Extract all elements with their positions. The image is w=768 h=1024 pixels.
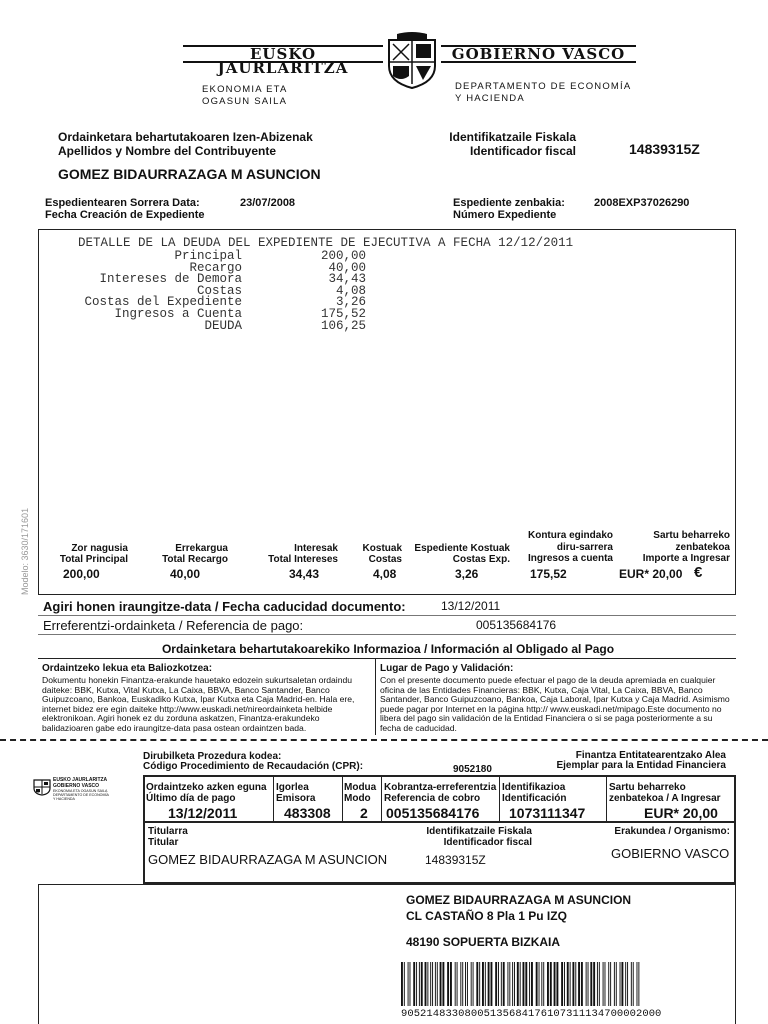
small-logo-text: Y HACIENDA xyxy=(53,797,75,801)
identificacion-label-es: Identificación xyxy=(502,793,567,804)
summary-ingresos-value: 175,52 xyxy=(530,567,567,581)
debt-detail-title: DETALLE DE LA DEUDA DEL EXPEDIENTE DE EJECUTIVA A FECHA 12/12/2011 xyxy=(78,236,574,250)
coupon-fiscal-id-label-eu: Identifikatzaile Fiskala xyxy=(426,826,532,837)
detail-row-label: Principal xyxy=(174,249,242,263)
cpr-label-es: Código Procedimiento de Recaudación (CPR): xyxy=(143,761,364,772)
header-title-eu: EUSKO JAURLARITZA xyxy=(183,45,383,63)
last-payment-day-label-eu: Ordaintzeko azken eguna xyxy=(146,782,267,793)
caducidad-label: Agiri honen iraungitze-data / Fecha caducidad documento: xyxy=(43,599,406,614)
cut-line xyxy=(0,739,768,741)
fiscal-id-label-eu: Identifikatzaile Fiskala xyxy=(449,130,576,144)
detail-row-value: 175,52 xyxy=(320,306,366,321)
ejemplar-label-eu: Finantza Entitatearentzako Alea xyxy=(575,750,726,761)
info-left-text: Dokumentu honekin Finantza-erakunde hauetako edozein sukurtsaletan ordaindu daiteke: BBK, Kutxa, Vital Kutxa, La Caixa, BBVA, Banco Santander, Banco Guipuzcoano, Bankoa, Euskadiko Kutxa, Ipar Kutxa eta Caja Madrid-en. Hala ere, internet bidez ere egin daiteke http://www.euskadi.net/nireordainketa helbide elektronikoan. Agiri honek ez du zorduna askatzen, Finantza-erakundeko balidazioaren gabe edo iraungitze-data pasa ostean ordaintzen bada. xyxy=(42,675,355,733)
emisora-label-eu: Igorlea xyxy=(276,782,309,793)
divider xyxy=(38,615,736,616)
coat-of-arms-logo xyxy=(383,32,441,90)
detail-row-label: Ingresos a Cuenta xyxy=(114,306,242,321)
detail-row-value: 40,00 xyxy=(328,260,366,275)
dept-es-line2: Y HACIENDA xyxy=(455,93,525,104)
debt-detail-labels xyxy=(40,251,242,332)
a-ingresar-label-es: zenbatekoa / A Ingresar xyxy=(609,793,721,804)
info-right-title: Lugar de Pago y Validación: xyxy=(380,663,514,674)
summary-recargo-label-es: Total Recargo xyxy=(162,554,228,565)
caducidad-value: 13/12/2011 xyxy=(441,599,501,613)
detail-row-value: 3,26 xyxy=(335,295,366,310)
debt-detail-values xyxy=(250,251,366,332)
small-logo-text: GOBIERNO VASCO xyxy=(53,783,100,789)
taxpayer-name: GOMEZ BIDAURRAZAGA M ASUNCION xyxy=(58,166,321,182)
model-code-side-text: Modelo: 3630/171601 xyxy=(20,507,30,595)
detail-row-value: 4,08 xyxy=(335,283,366,298)
summary-importe-label-es: Importe a Ingresar xyxy=(642,553,730,564)
barcode xyxy=(401,962,731,1006)
detail-row-value: 34,43 xyxy=(328,272,366,287)
detail-row-label: Costas xyxy=(196,283,242,298)
divider xyxy=(606,775,607,822)
detail-row-label: Recargo xyxy=(189,260,242,275)
summary-ingresos-label-eu2: diru-sarrera xyxy=(556,542,613,553)
summary-principal-label-es: Total Principal xyxy=(59,554,128,565)
modo-label-eu: Modua xyxy=(344,782,377,793)
exp-date-value: 23/07/2008 xyxy=(240,197,296,209)
summary-importe-label-eu2: zenbatekoa xyxy=(675,542,730,553)
fiscal-id-value: 14839315Z xyxy=(629,141,700,157)
divider xyxy=(143,821,736,823)
detail-row-label: Intereses de Demora xyxy=(99,272,242,287)
small-logo xyxy=(33,776,143,806)
summary-intereses-label-es: Total Intereses xyxy=(268,554,338,565)
titular-label-eu: Titularra xyxy=(148,826,188,837)
last-payment-day-label-es: Último día de pago xyxy=(146,793,236,804)
small-logo-text: EKONOMIA ETA OGASUN SAILA xyxy=(53,789,108,793)
summary-principal-value: 200,00 xyxy=(63,567,100,581)
ejemplar-label-es: Ejemplar para la Entidad Financiera xyxy=(556,760,726,771)
a-ingresar-value: EUR* 20,00 xyxy=(644,805,718,821)
exp-date-label-eu: Espedientearen Sorrera Data: xyxy=(45,197,200,209)
cpr-value: 9052180 xyxy=(453,764,492,775)
summary-intereses-label-eu: Interesak xyxy=(294,543,338,554)
dept-eu-line1: EKONOMIA ETA xyxy=(202,84,288,95)
summary-importe-label-eu1: Sartu beharreko xyxy=(653,530,730,541)
identificacion-label-eu: Identifikazioa xyxy=(502,782,566,793)
fiscal-id-label-es: Identificador fiscal xyxy=(469,144,576,158)
coupon-fiscal-id-value: 14839315Z xyxy=(425,853,486,867)
detail-row-value: 200,00 xyxy=(320,249,366,263)
emisora-label-es: Emisora xyxy=(276,793,316,804)
ref-cobro-value: 005135684176 xyxy=(386,805,480,821)
small-logo-text: EUSKO JAURLARITZA xyxy=(53,777,108,783)
divider xyxy=(381,775,382,822)
exp-number-label-es: Número Expediente xyxy=(453,209,557,221)
divider xyxy=(273,775,274,822)
barcode-number: 90521483308005135684176107311134700002000 xyxy=(401,1008,662,1020)
modo-label-es: Modo xyxy=(344,793,371,804)
summary-costas-value: 4,08 xyxy=(373,567,397,581)
summary-ingresos-label-eu1: Kontura egindako xyxy=(527,530,613,541)
summary-importe-value: EUR* 20,00 xyxy=(619,567,683,581)
titular-label-es: Titular xyxy=(148,837,179,848)
emisora-value: 483308 xyxy=(284,805,331,821)
last-payment-day-value: 13/12/2011 xyxy=(168,805,238,821)
summary-costas-label-es: Costas xyxy=(368,554,402,565)
exp-date-label-es: Fecha Creación de Expediente xyxy=(45,209,205,221)
cpr-label-eu: Dirubilketa Prozedura kodea: xyxy=(143,751,282,762)
divider xyxy=(375,658,376,735)
ref-cobro-label-es: Referencia de cobro xyxy=(384,793,481,804)
address-line-1: GOMEZ BIDAURRAZAGA M ASUNCION xyxy=(406,893,632,907)
address-line-3: 48190 SOPUERTA BIZKAIA xyxy=(406,935,561,949)
small-logo-text: DEPARTAMENTO DE ECONOMÍA xyxy=(53,793,109,797)
detail-row-label: DEUDA xyxy=(204,318,242,333)
header-title-es: GOBIERNO VASCO xyxy=(441,45,636,63)
info-right-text: Con el presente documento puede efectuar el pago de la deuda apremiada en cualquier oficina de las Entidades Financieras: BBK, Kutxa, Caja Vital, La Caixa, BBVA, Banco Santander, Banco Guipuzcoano, Bankoa, Caja Laboral, Ipar Kutxa y Caja Madrid. Asimismo puede pagar por Internet en la página http:// www.euskadi.net/mipago.Este documento no libera del pago sin validación de la Entidad Financiera o si se paga posteriormente a su fecha de caducidad. xyxy=(380,675,730,733)
payment-ref-value: 005135684176 xyxy=(476,618,557,632)
summary-intereses-value: 34,43 xyxy=(289,567,320,581)
taxpayer-name-label-eu: Ordainketara behartutakoaren Izen-Abizenak xyxy=(58,130,313,144)
ref-cobro-label-eu: Kobrantza-erreferentzia xyxy=(384,782,497,793)
summary-costas-exp-label-es: Costas Exp. xyxy=(452,554,510,565)
detail-row-label: Costas del Expediente xyxy=(84,295,242,310)
modo-value: 2 xyxy=(360,805,368,821)
summary-recargo-label-eu: Errekargua xyxy=(175,543,228,554)
a-ingresar-label-eu: Sartu beharreko xyxy=(609,782,686,793)
taxpayer-name-label-es: Apellidos y Nombre del Contribuyente xyxy=(58,144,277,158)
info-left-title: Ordaintzeko lekua eta Baliozkotzea: xyxy=(42,663,213,674)
summary-costas-label-eu: Kostuak xyxy=(362,543,402,554)
detail-row-value: 106,25 xyxy=(320,318,366,333)
organismo-value: GOBIERNO VASCO xyxy=(611,846,730,861)
summary-costas-exp-label-eu: Espediente Kostuak xyxy=(414,543,510,554)
address-line-2: CL CASTAÑO 8 Pla 1 Pu IZQ xyxy=(406,909,567,923)
info-title: Ordainketara behartutakoarekiko Informazioa / Información al Obligado al Pago xyxy=(161,642,615,656)
dept-eu-line2: OGASUN SAILA xyxy=(202,96,288,107)
summary-recargo-value: 40,00 xyxy=(170,567,201,581)
summary-ingresos-label-es: Ingresos a cuenta xyxy=(527,553,613,564)
summary-costas-exp-value: 3,26 xyxy=(455,567,479,581)
coupon-fiscal-id-label-es: Identificador fiscal xyxy=(443,837,532,848)
payment-ref-label: Erreferentzi-ordainketa / Referencia de pago: xyxy=(43,618,304,633)
small-coat-of-arms-icon xyxy=(33,778,51,796)
summary-principal-label-eu: Zor nagusia xyxy=(71,543,128,554)
exp-number-value: 2008EXP37026290 xyxy=(594,197,690,209)
divider xyxy=(342,775,343,822)
organismo-label: Erakundea / Organismo: xyxy=(614,826,730,837)
euro-icon: € xyxy=(694,564,703,581)
identificacion-value: 1073111347 xyxy=(509,805,586,821)
titular-value: GOMEZ BIDAURRAZAGA M ASUNCION xyxy=(148,852,388,867)
divider xyxy=(499,775,500,822)
exp-number-label-eu: Espediente zenbakia: xyxy=(453,197,565,209)
divider xyxy=(38,634,736,635)
divider xyxy=(38,658,736,659)
dept-es-line1: DEPARTAMENTO DE ECONOMÍA xyxy=(455,81,632,92)
